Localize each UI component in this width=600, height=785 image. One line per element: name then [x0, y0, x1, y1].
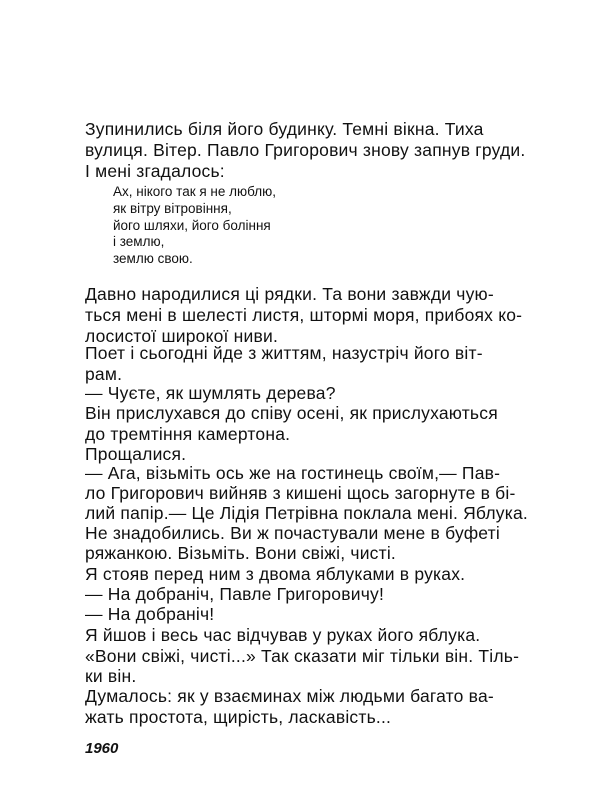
text-line: Зупинились біля його будинку. Темні вікна. Тиха	[85, 119, 484, 139]
verse-line: як вітру вітровіння,	[113, 201, 232, 216]
text-line: І мені згадалось:	[85, 161, 225, 181]
text-line: Я стояв перед ним з двома яблуками в руках.	[85, 564, 466, 584]
text-line: «Вони свіжі, чисті...» Так сказати міг тільки він. Тіль-	[85, 646, 520, 666]
text-line: — Чуєте, як шумлять дерева?	[85, 383, 336, 403]
text-line: вулиця. Вітер. Павло Григорович знову запнув груди.	[85, 140, 526, 160]
text-line: Він прислухався до співу осені, як прислухаються	[85, 403, 498, 423]
text-line: — Ага, візьміть ось же на гостинець своїм,— Пав-	[85, 463, 501, 483]
text-line: лий папір.— Це Лідія Петрівна поклала мені. Яблука.	[85, 503, 528, 523]
text-line: — На добраніч!	[85, 604, 215, 624]
text-line: — На добраніч, Павле Григоровичу!	[85, 584, 385, 604]
text-line: ряжанкою. Візьміть. Вони свіжі, чисті.	[85, 543, 396, 563]
date-year: 1960	[85, 740, 119, 757]
text-line: ться мені в шелесті листя, штормі моря, прибоях ко-	[85, 305, 523, 325]
text-line: жать простота, щирість, ласкавість...	[85, 707, 392, 727]
text-line: до тремтіння камертона.	[85, 424, 291, 444]
text-line: Я йшов і весь час відчував у руках його яблука.	[85, 625, 481, 645]
text-line: рам.	[85, 364, 123, 384]
text-line: Поет і сьогодні йде з життям, назустріч його віт-	[85, 343, 483, 363]
text-line: Не знадобились. Ви ж почастували мене в буфеті	[85, 523, 500, 543]
text-line: лосистої широкої ниви.	[85, 326, 279, 346]
text-line: ки він.	[85, 666, 137, 686]
verse-line: землю свою.	[113, 251, 193, 266]
text-line: Думалось: як у взаєминах між людьми багато ва-	[85, 686, 494, 706]
verse-line: його шляхи, його боління	[113, 218, 271, 233]
text-line: Давно народилися ці рядки. Та вони завжди чую-	[85, 284, 494, 304]
verse-line: і землю,	[113, 234, 165, 249]
text-line: ло Григорович вийняв з кишені щось загорнуте в бі-	[85, 483, 516, 503]
verse-line: Ах, нікого так я не люблю,	[113, 184, 277, 199]
text-line: Прощалися.	[85, 444, 187, 464]
